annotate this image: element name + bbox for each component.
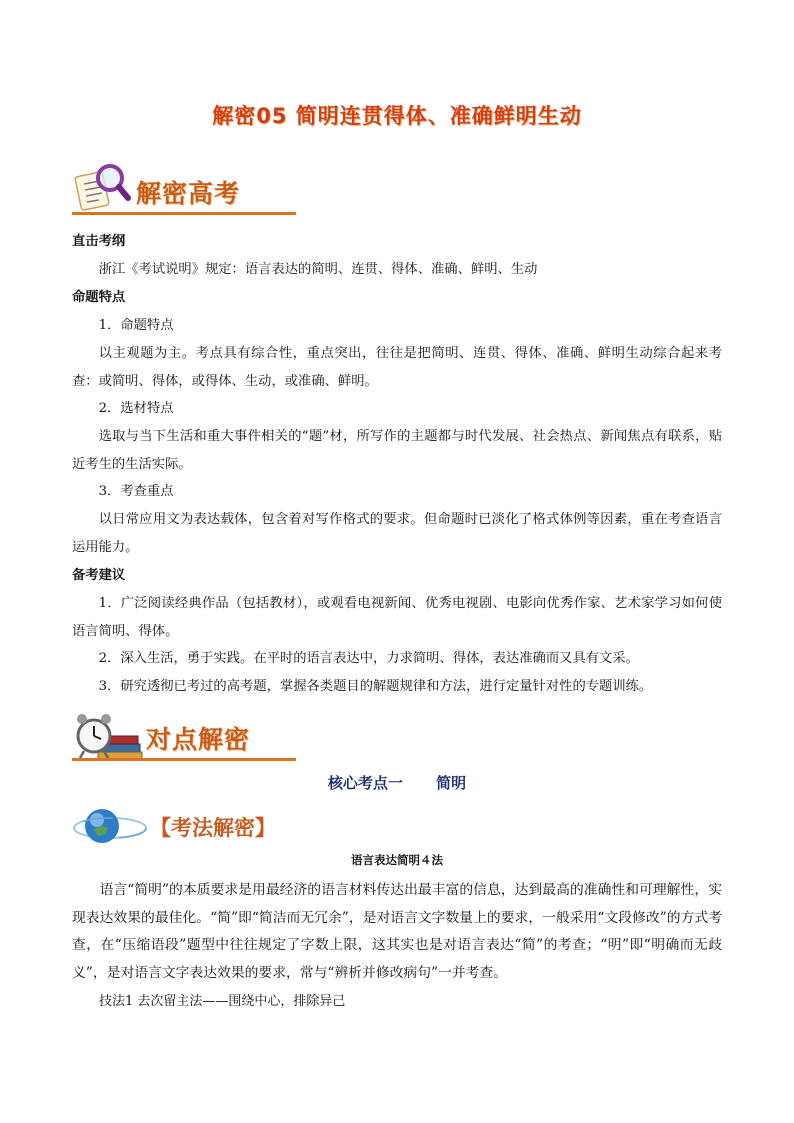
suggestion-item: 1．广泛阅读经典作品（包括教材），或观看电视新闻、优秀电视剧、电影向优秀作家、艺术家学习如何使语言简明、得体。: [72, 596, 722, 639]
core-point-label: 核心考点一: [327, 774, 403, 792]
method-body: 语言“简明”的本质要求是用最经济的语言材料传达出最丰富的信息，达到最高的准确性和可理解性，实现表达效果的最佳化。“简”即“简洁而无冗余”，是对语言文字数量上的要求，一般采用“文段修改”的方式考查，在“压缩语段”题型中往往规定了字数上限，这其实也是对语言表达“简”的考查；“明”即“明确而无歧义”，是对语言文字表达效果的要求，常与“辨析并修改病句”一并考查。: [72, 882, 722, 981]
banner-divider: [72, 758, 296, 761]
heading-mingti-tedian: 命题特点: [72, 290, 126, 305]
globe-icon: [72, 804, 150, 848]
core-point-name: 简明: [436, 774, 467, 792]
heading-beikao-jianyi: 备考建议: [72, 568, 126, 583]
suggestion-item: 2．深入生活，勇于实践。在平时的语言表达中，力求简明、得体，表达准确而又具有文采。: [98, 651, 639, 666]
kaogang-text: 浙江《考试说明》规定：语言表达的简明、连贯、得体、准确、鲜明、生动: [98, 262, 538, 277]
item-body: 选取与当下生活和重大事件相关的“题”材，所写作的主题都与时代发展、社会热点、新闻焦点有联系，贴近考生的生活实际。: [72, 429, 722, 472]
suggestion-item: 3．研究透彻已考过的高考题，掌握各类题目的解题规律和方法，进行定量针对性的专题训练。: [98, 679, 653, 694]
document-title: 解密05 简明连贯得体、准确鲜明生动: [212, 104, 582, 128]
banner-label: 对点解密: [146, 725, 251, 754]
item-title: 3．考查重点: [98, 484, 174, 499]
core-point-title: [0, 772, 794, 793]
item-body: 以主观题为主。考点具有综合性，重点突出，往往是把简明、连贯、得体、准确、鲜明生动综合起来考查：或简明、得体，或得体、生动，或准确、鲜明。: [72, 346, 722, 389]
method-tip: 技法1 去次留主法——围绕中心，排除异己: [99, 994, 346, 1009]
method-title: 语言表达简明４法: [351, 853, 443, 867]
banner-duidian-jiemi: [72, 706, 298, 766]
alarm-clock-books-icon: [72, 706, 144, 764]
heading-zhiji-kaogang: 直击考纲: [72, 234, 126, 249]
kaofa-jiemi-label: 【考法解密】: [150, 816, 276, 840]
banner-divider: [72, 212, 296, 215]
item-title: 2．选材特点: [98, 401, 174, 416]
banner-label: 解密高考: [136, 179, 241, 208]
magnifier-notebook-icon: [72, 160, 132, 216]
item-title: 1．命题特点: [98, 318, 174, 333]
banner-jiemi-gaokao: [72, 160, 298, 220]
item-body: 以日常应用文为表达载体，包含着对写作格式的要求。但命题时已淡化了格式体例等因素，重在考查语言运用能力。: [72, 512, 722, 555]
